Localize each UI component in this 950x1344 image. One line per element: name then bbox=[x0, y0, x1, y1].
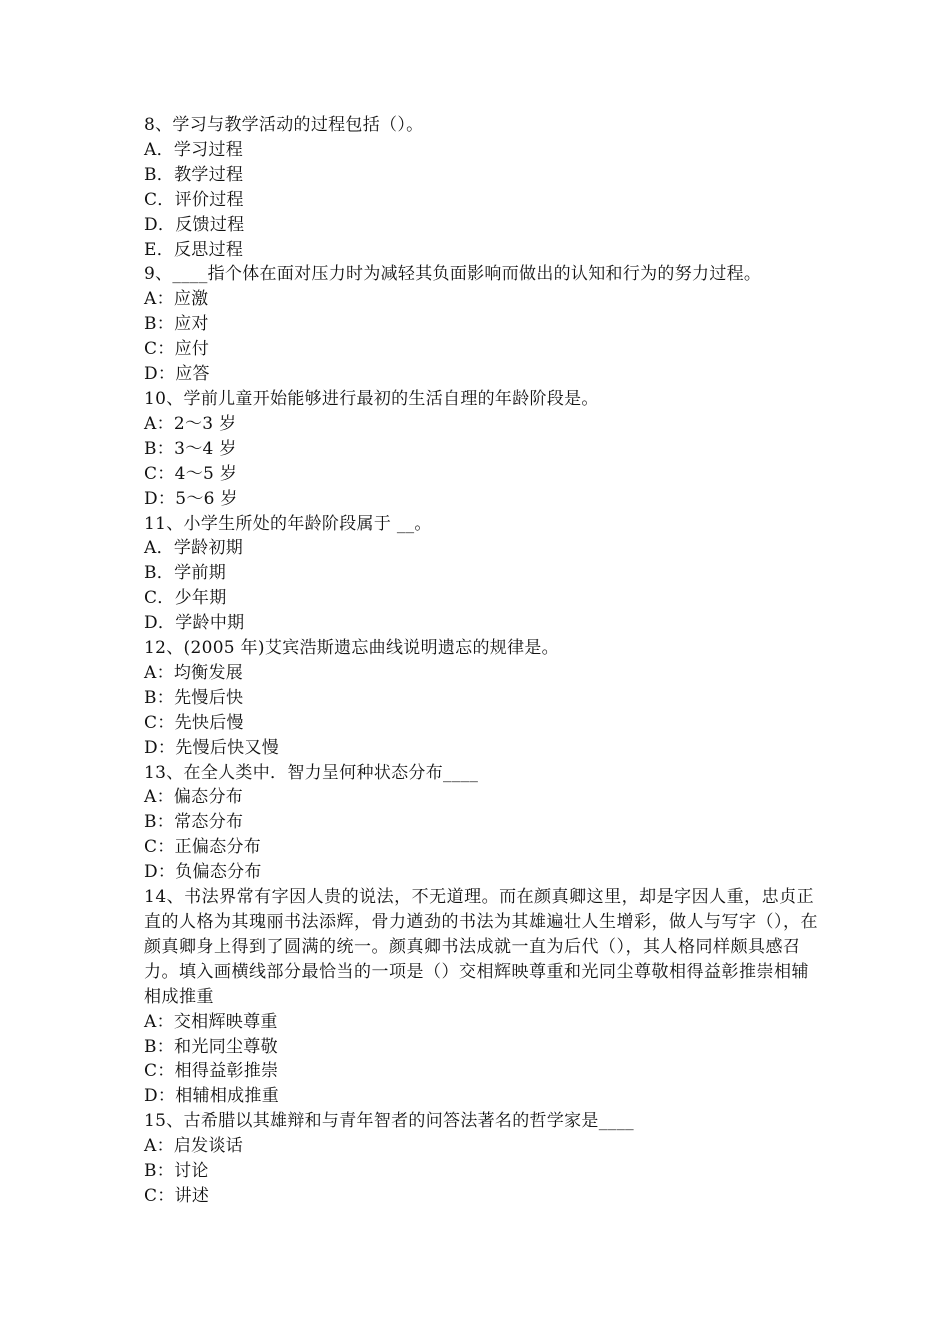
question-stem: 9、____指个体在面对压力时为减轻其负面影响而做出的认知和行为的努力过程。 bbox=[144, 264, 762, 285]
option-c: C：相得益彰推崇 bbox=[144, 1061, 279, 1082]
option-b: B．教学过程 bbox=[144, 164, 244, 185]
question-stem: 13、在全人类中．智力呈何种状态分布____ bbox=[144, 762, 479, 783]
option-c: C：正偏态分布 bbox=[144, 837, 262, 858]
option-d: D：应答 bbox=[144, 364, 210, 385]
option-b: B．学前期 bbox=[144, 563, 226, 584]
option-b: B：3～4 岁 bbox=[144, 438, 237, 459]
option-c: C：先快后慢 bbox=[144, 712, 244, 733]
option-c: C：讲述 bbox=[144, 1185, 210, 1206]
option-c: C：4～5 岁 bbox=[144, 463, 238, 484]
question-stem: 11、小学生所处的年龄阶段属于 __。 bbox=[144, 513, 432, 534]
question-15 bbox=[144, 1109, 824, 1209]
document-page bbox=[144, 113, 824, 1209]
option-d: D．反馈过程 bbox=[144, 214, 245, 235]
option-d: D：负偏态分布 bbox=[144, 862, 262, 883]
option-a: A：应激 bbox=[144, 289, 209, 310]
option-a: A：交相辉映尊重 bbox=[144, 1011, 278, 1032]
option-a: A：2～3 岁 bbox=[144, 413, 237, 434]
option-d: D：先慢后快又慢 bbox=[144, 737, 280, 758]
option-b: B：先慢后快 bbox=[144, 687, 244, 708]
option-c: C．少年期 bbox=[144, 588, 227, 609]
option-b: B：讨论 bbox=[144, 1161, 209, 1182]
option-c: C．评价过程 bbox=[144, 189, 244, 210]
question-stem: 14、书法界常有字因人贵的说法，不无道理。而在颜真卿这里，却是字因人重，忠贞正直的人格为其瑰丽书法添辉，骨力遒劲的书法为其雄遍壮人生增彩，做人与写字（），在颜真卿身上得到了圆满的统一。颜真卿书法成就一直为后代（），其人格同样颇具感召力。填入画横线部分最恰当的一项是（）交相辉映尊重和光同尘尊敬相得益彰推崇相辅相成推重 bbox=[144, 887, 818, 1007]
option-a: A：均衡发展 bbox=[144, 662, 244, 683]
question-8 bbox=[144, 113, 824, 262]
option-e: E．反思过程 bbox=[144, 239, 244, 260]
question-14 bbox=[144, 885, 824, 1109]
option-a: A．学龄初期 bbox=[144, 538, 244, 559]
option-a: A．学习过程 bbox=[144, 139, 244, 160]
option-b: B：应对 bbox=[144, 314, 209, 335]
question-stem: 10、学前儿童开始能够进行最初的生活自理的年龄阶段是。 bbox=[144, 388, 599, 409]
question-12 bbox=[144, 636, 824, 761]
question-13 bbox=[144, 761, 824, 886]
question-stem: 8、学习与教学活动的过程包括（）。 bbox=[144, 115, 424, 135]
question-9 bbox=[144, 262, 824, 387]
question-11 bbox=[144, 512, 824, 637]
option-d: D：相辅相成推重 bbox=[144, 1086, 280, 1107]
question-stem: 15、古希腊以其雄辩和与青年智者的问答法著名的哲学家是____ bbox=[144, 1111, 634, 1132]
option-a: A：启发谈话 bbox=[144, 1136, 244, 1157]
question-10 bbox=[144, 387, 824, 512]
option-d: D．学龄中期 bbox=[144, 613, 245, 634]
option-d: D：5～6 岁 bbox=[144, 488, 238, 509]
option-b: B：和光同尘尊敬 bbox=[144, 1036, 278, 1057]
question-stem: 12、(2005 年)艾宾浩斯遗忘曲线说明遗忘的规律是。 bbox=[144, 638, 559, 659]
option-c: C：应付 bbox=[144, 339, 210, 360]
option-a: A：偏态分布 bbox=[144, 787, 244, 808]
option-b: B：常态分布 bbox=[144, 812, 244, 833]
